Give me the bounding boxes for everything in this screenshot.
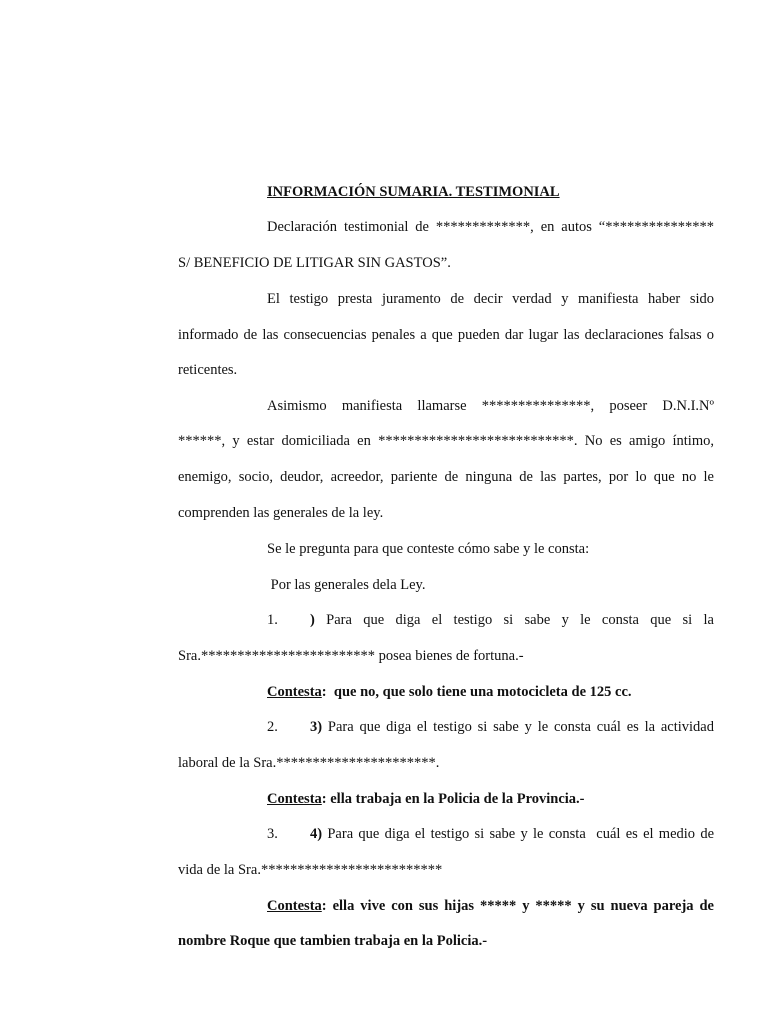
paragraph-declaration-line-1: Declaración testimonial de *************, en autos “*************** [267,219,714,235]
answer-3-text: ella vive con sus hijas ***** y ***** y su nueva pareja de [326,898,714,914]
answer-1-label: Contesta [267,684,322,700]
answer-3-colon: : [321,898,327,914]
answer-1 [178,683,714,701]
paragraph-identity-line-4: comprenden las generales de la ley. [178,505,384,521]
document-page [178,0,714,1024]
question-1-text: Para que diga el testigo si sabe y le consta que si la [314,612,714,628]
paragraph-identity-line-2: ******, y estar domiciliada en ***************************. No es amigo íntimo, [178,433,714,449]
answer-2 [178,790,714,808]
paragraph-declaration-line-2: S/ BENEFICIO DE LITIGAR SIN GASTOS”. [178,255,451,271]
question-2-marker: 3) [310,719,323,735]
answer-1-text: que no, que solo tiene una motocicleta de 125 cc. [326,684,632,700]
question-2-line-1 [178,718,714,736]
paragraph-generales: Por las generales dela Ley. [267,577,426,593]
paragraph-oath-line-1: El testigo presta juramento de decir verdad y manifiesta haber sido [267,291,714,307]
question-3-marker: 4) [310,826,323,842]
question-2-text: Para que diga el testigo si sabe y le consta cuál es la actividad [322,719,714,735]
question-3-number: 3. [267,826,278,842]
question-1-marker: ) [310,612,315,628]
answer-2-text: ella trabaja en la Policia de la Provincia.- [326,791,585,807]
question-2-line-2: laboral de la Sra.**********************. [178,755,440,771]
answer-2-colon: : [321,791,327,807]
question-3-text: Para que diga el testigo si sabe y le consta cuál es el medio de [322,826,714,842]
answer-3-label: Contesta [267,898,322,914]
question-1-number: 1. [267,612,278,628]
paragraph-identity-line-3: enemigo, socio, deudor, acreedor, pariente de ninguna de las partes, por lo que no le [178,469,714,485]
question-2-number: 2. [267,719,278,735]
document-title [178,183,714,201]
paragraph-oath-line-3: reticentes. [178,362,238,378]
question-1-line-2: Sra.************************ posea bienes de fortuna.- [178,648,524,664]
paragraph-oath-line-2: informado de las consecuencias penales a que pueden dar lugar las declaraciones falsas o [178,327,714,343]
question-3-line-2: vida de la Sra.************************* [178,862,443,878]
title-text: INFORMACIÓN SUMARIA. TESTIMONIAL [267,184,560,200]
answer-2-label: Contesta [267,791,322,807]
paragraph-identity-line-1: Asimismo manifiesta llamarse ***************, poseer D.N.I.Nº [267,398,714,414]
answer-1-colon: : [321,684,327,700]
answer-3-line-1 [178,897,714,915]
paragraph-question-intro: Se le pregunta para que conteste cómo sabe y le consta: [267,541,590,557]
question-1-line-1 [178,611,714,629]
answer-3-line-2: nombre Roque que tambien trabaja en la Policia.- [178,933,488,949]
question-3-line-1 [178,825,714,843]
